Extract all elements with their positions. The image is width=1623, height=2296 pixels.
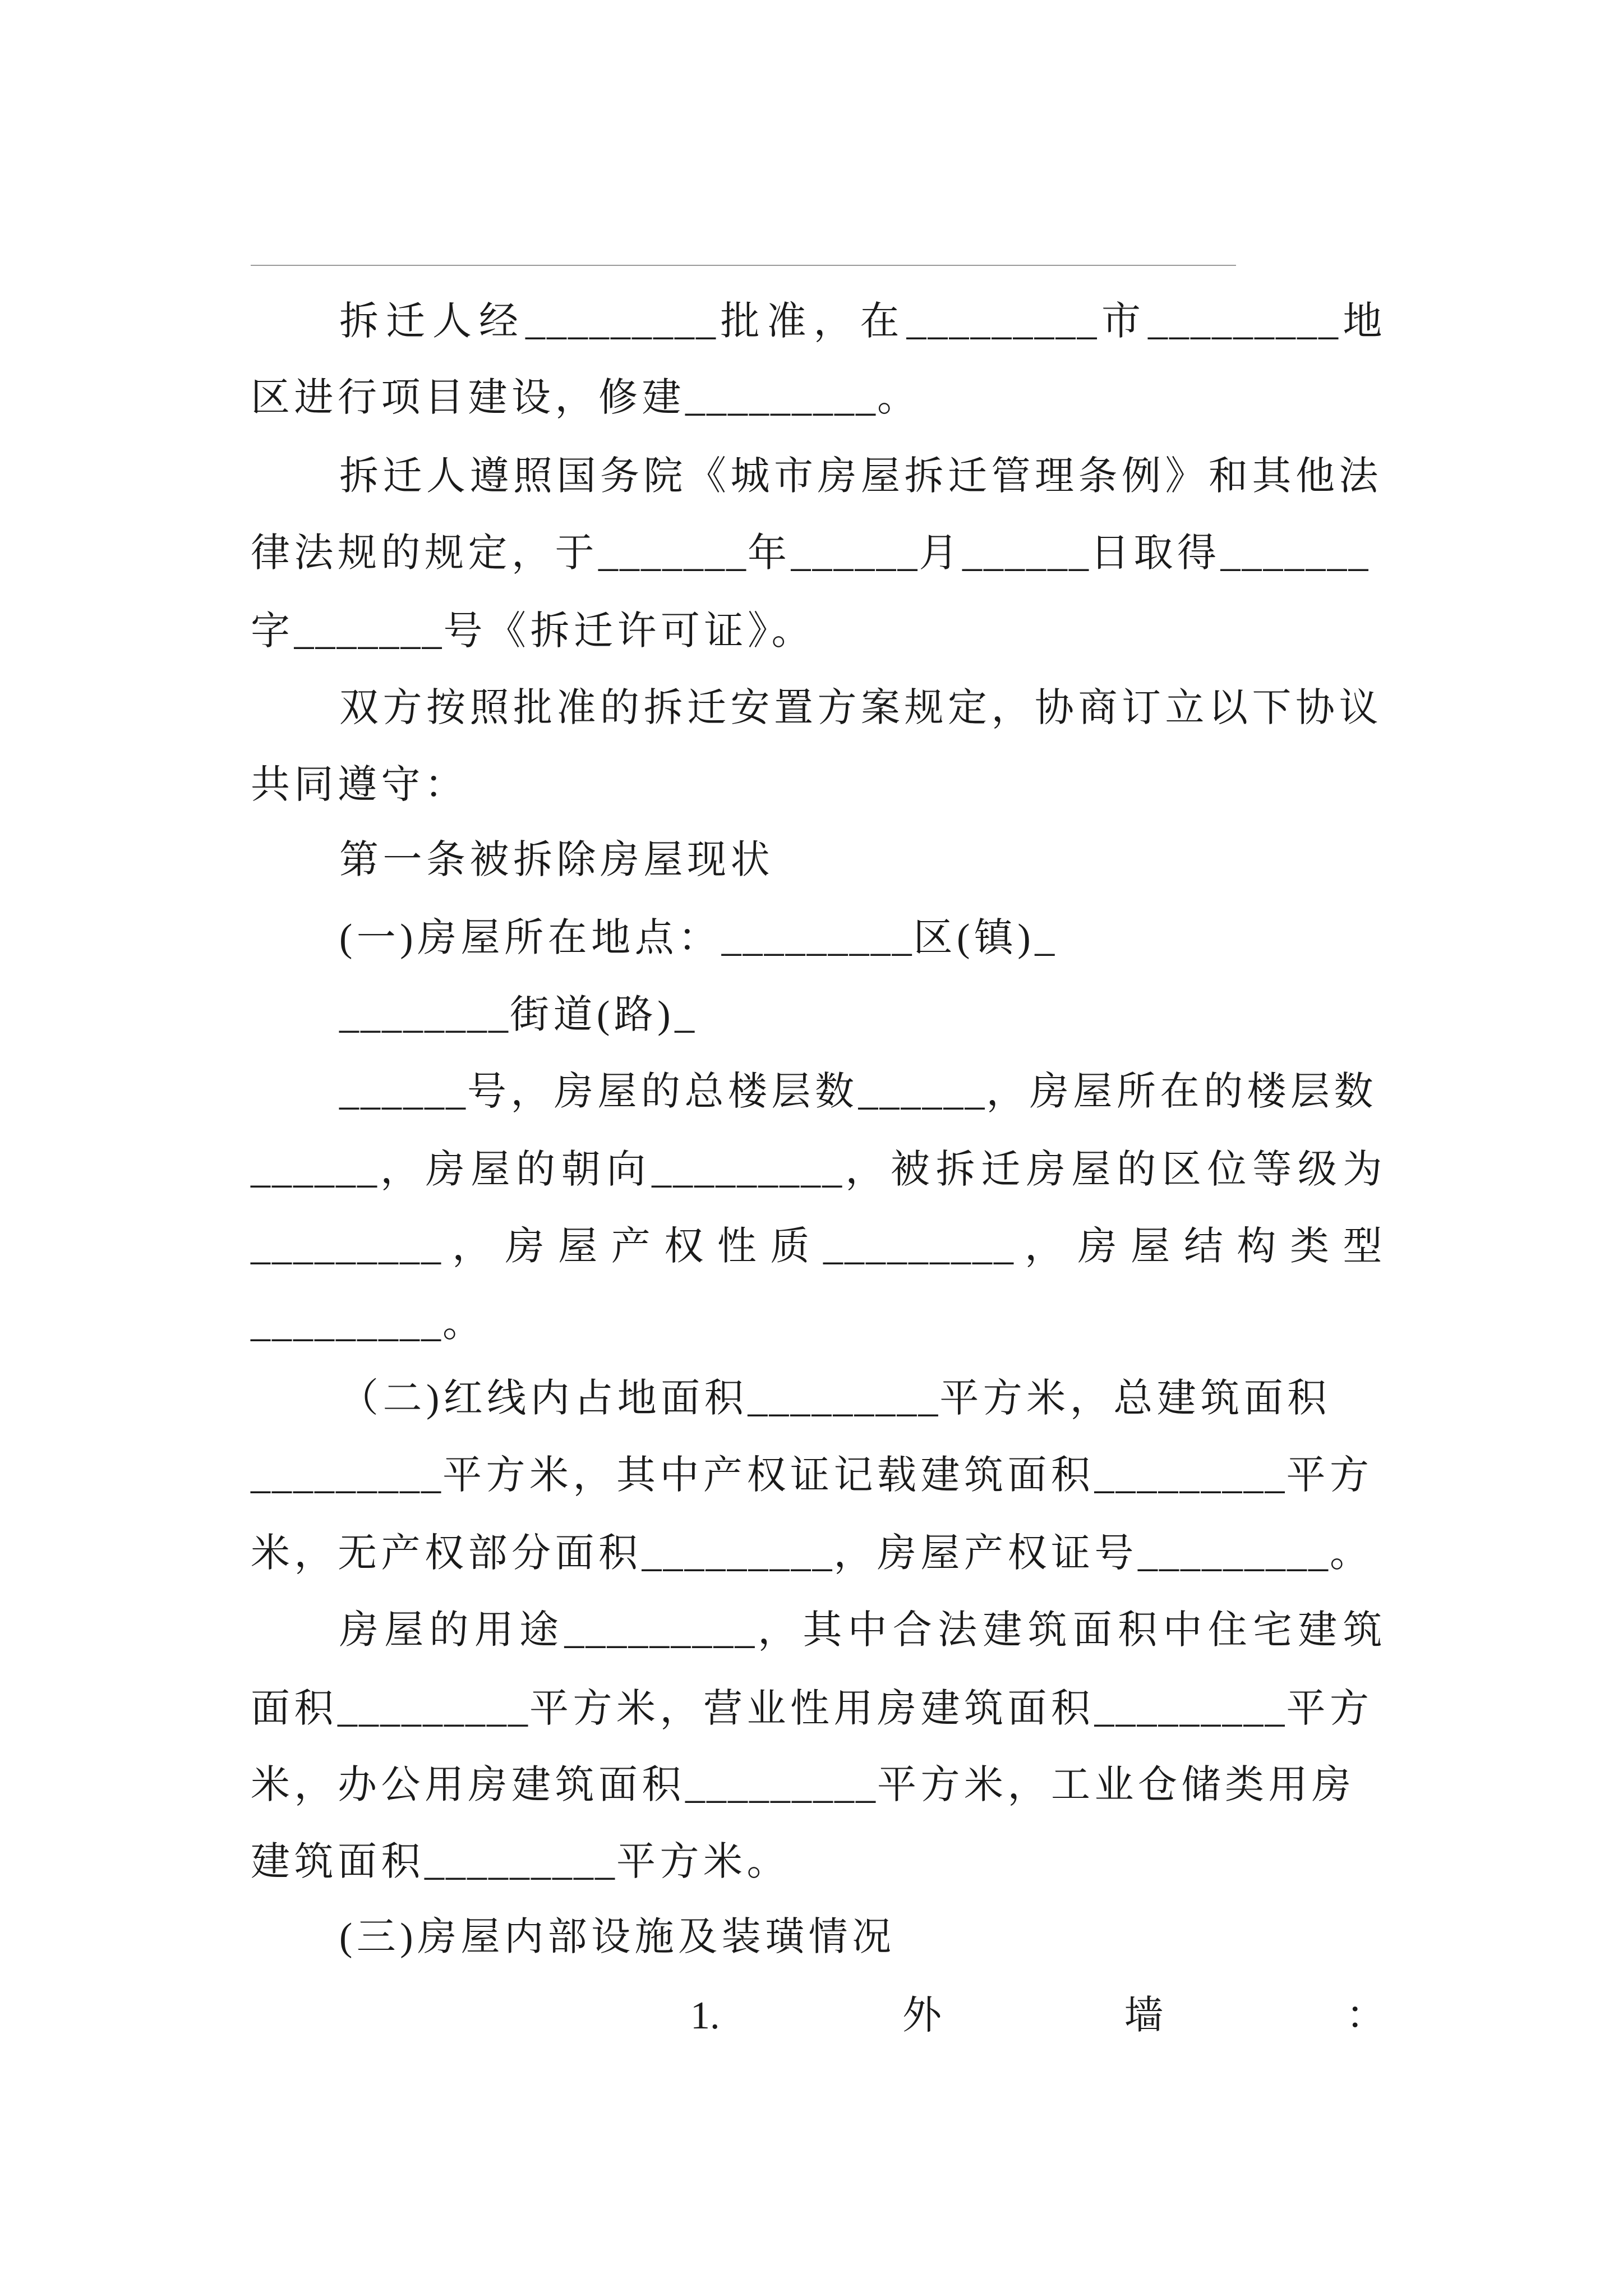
paragraph-line: 字_______号《拆迁许可证》。 [251,610,815,653]
item-label-char: 外 [902,1994,942,2037]
paragraph-line: ______，房屋的朝向_________，被拆迁房屋的区位等级为 [251,1148,1387,1191]
paragraph-line: （二)红线内占地面积_________平方米，总建筑面积 [339,1377,1331,1420]
paragraph-line: 拆迁人遵照国务院《城市房屋拆迁管理条例》和其他法 [339,455,1382,498]
paragraph-line: 区进行项目建设，修建_________。 [251,376,921,420]
paragraph-line: _________平方米，其中产权证记载建筑面积_________平方 [251,1454,1373,1497]
paragraph-line: 拆迁人经_________批准，在_________市_________地 [339,300,1386,343]
paragraph-line: 米，办公用房建筑面积_________平方米，工业仓储类用房 [251,1764,1355,1807]
fill-in-blank: _______ [294,610,444,653]
paragraph-line: ______号，房屋的总楼层数______，房屋所在的楼层数 [339,1070,1377,1114]
fill-in-blank: _________ [1094,1687,1287,1731]
paragraph-line: _________，房屋产权性质_________，房屋结构类型 [251,1225,1387,1268]
item-colon: ： [1346,1994,1385,2037]
fill-in-blank: _ [1035,917,1057,960]
fill-in-blank: ______ [339,1070,467,1114]
item-label-char: 墙 [1124,1994,1164,2037]
paragraph-line: 房屋的用途_________，其中合法建筑面积中住宅建筑 [339,1609,1387,1652]
paragraph-line: _________。 [251,1302,486,1345]
fill-in-blank: _________ [823,1225,1016,1268]
paragraph-line: 建筑面积_________平方米。 [251,1841,790,1884]
fill-in-blank: _________ [525,300,717,343]
fill-in-blank: ______ [962,532,1090,575]
paragraph-line: ________街道(路)_ [339,993,697,1037]
fill-in-blank: _________ [685,376,877,420]
fill-in-blank: _______ [1220,532,1370,575]
fill-in-blank: _________ [642,1532,834,1575]
paragraph-line: 双方按照批准的拆迁安置方案规定，协商订立以下协议 [339,687,1382,730]
fill-in-blank: ________ [339,993,510,1037]
fill-in-blank: ______ [251,1148,379,1191]
fill-in-blank: _________ [251,1302,442,1345]
fill-in-blank: _________ [1094,1454,1287,1497]
paragraph-line: 米，无产权部分面积_________，房屋产权证号_________。 [251,1532,1373,1575]
fill-in-blank: _________ [652,1148,844,1191]
fill-in-blank: _________ [748,1377,940,1420]
paragraph-line: 面积_________平方米，营业性用房建筑面积_________平方 [251,1687,1373,1731]
fill-in-blank: _________ [251,1225,442,1268]
fill-in-blank: ______ [791,532,919,575]
fill-in-blank: _________ [721,917,914,960]
fill-in-blank: _________ [1148,300,1340,343]
fill-in-blank: ______ [858,1070,986,1114]
fill-in-blank: _______ [598,532,748,575]
fill-in-blank: _________ [1138,1532,1330,1575]
paragraph-line: 共同遵守： [251,763,468,807]
article-heading: 第一条被拆除房屋现状 [339,839,774,882]
subsection-heading: (三)房屋内部设施及装璜情况 [339,1916,896,1959]
fill-in-blank: _________ [564,1609,757,1652]
fill-in-blank: _________ [251,1454,442,1497]
fill-in-blank: _________ [906,300,1099,343]
fill-in-blank: _________ [338,1687,529,1731]
paragraph-line: (一)房屋所在地点：_________区(镇)_ [339,917,1057,960]
fill-in-blank: _________ [425,1841,616,1884]
list-item-exterior-wall [690,1994,1385,2039]
item-number: 1. [690,1994,720,2037]
fill-in-blank: _ [675,993,697,1037]
paragraph-line: 律法规的规定，于_______年______月______日取得_______ [251,532,1370,575]
fill-in-blank: _________ [685,1764,877,1807]
header-rule [251,265,1236,266]
